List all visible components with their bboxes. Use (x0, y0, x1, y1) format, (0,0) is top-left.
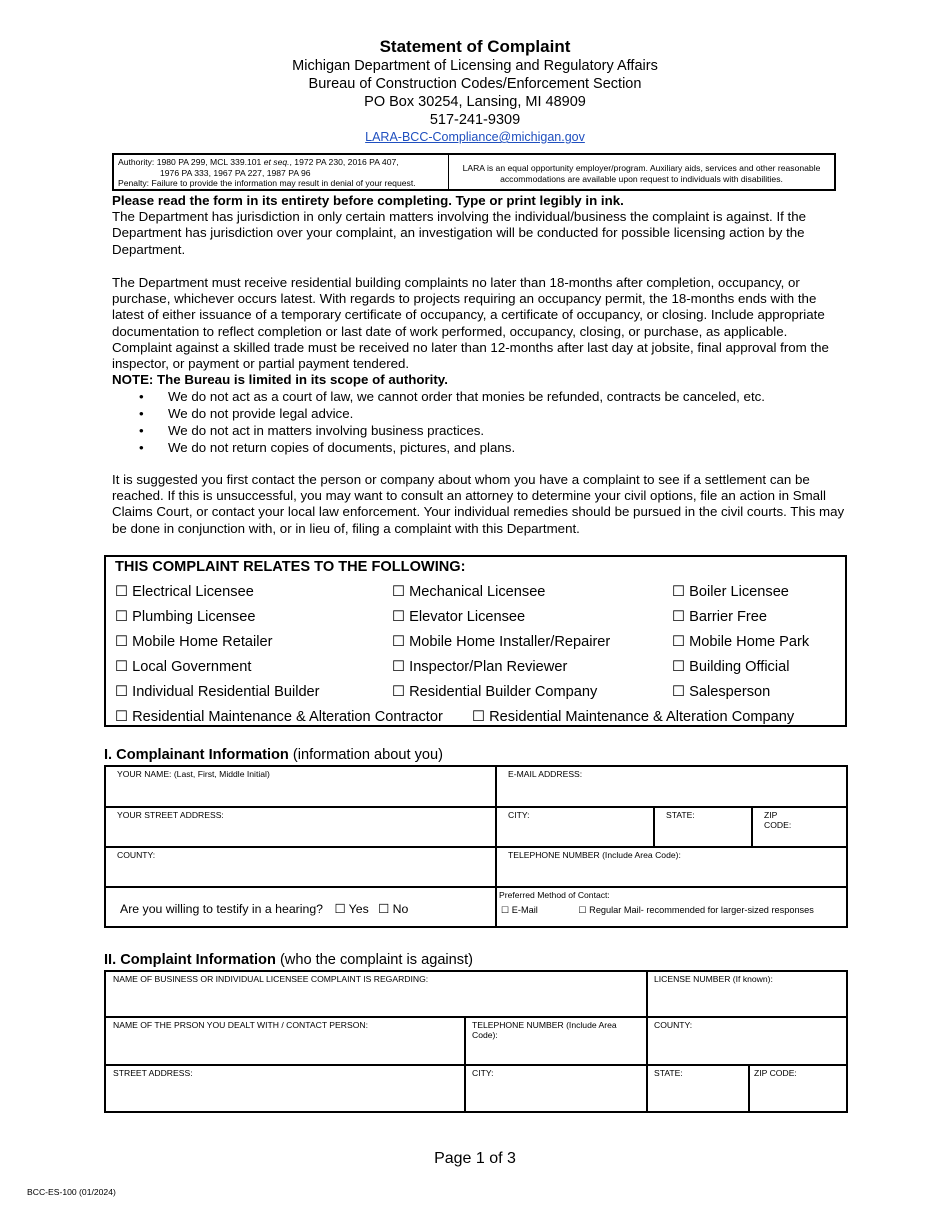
zip-field[interactable] (751, 806, 846, 847)
form-title: Statement of Complaint (379, 37, 571, 56)
state-field[interactable] (653, 806, 752, 847)
authority-line2: 1976 PA 333, 1967 PA 227, 1987 PA 96 (160, 167, 311, 178)
department-name: Michigan Department of Licensing and Regulatory Affairs (292, 58, 658, 74)
city-label: CITY: (508, 810, 530, 820)
section1-title-note: (information about you) (288, 747, 443, 763)
form-number: BCC-ES-100 (01/2024) (27, 1187, 116, 1197)
eeo-statement: LARA is an equal opportunity employer/program. Auxiliary aids, services and other reasonable accommodations are available upon request to individuals with disabilities. (462, 163, 821, 184)
instructions (112, 193, 850, 258)
testify-label: Are you willing to testify in a hearing? (120, 902, 324, 916)
checkbox-mobile-home-installer[interactable]: ☐ Mobile Home Installer/Repairer (392, 634, 611, 650)
respondent-phone-field[interactable] (464, 1016, 647, 1065)
bureau-name: Bureau of Construction Codes/Enforcement Section (308, 76, 642, 92)
respondent-county-label: COUNTY: (654, 1020, 693, 1030)
respondent-zip-field[interactable] (748, 1064, 846, 1111)
zip-label: ZIP CODE: (764, 810, 792, 830)
deadline-paragraph: The Department must receive residential building complaints no later than 18-months after completion, occupancy, or purchase, whichever occurs latest. With regards to projects requiring an occupancy permit, the 18-months ends with the latest of either issuance of a temporary certificate of occupancy, a certificate of occupancy, or closing. Include appropriate documentation to reflect completion or last date of work performed, occupancy, closing, or purchase, as applicable. Complaint against a skilled trade must be received no later than 12-months after last day at jobsite, final approval from the inspector, or payment or partial payment tendered. (112, 275, 829, 372)
testify-question (106, 886, 496, 926)
license-number-field[interactable] (646, 972, 846, 1017)
contact-email-checkbox[interactable]: ☐ E-Mail (501, 905, 538, 915)
checkbox-local-government[interactable]: ☐ Local Government (115, 659, 252, 675)
respondent-city-field[interactable] (464, 1064, 647, 1111)
checkbox-residential-builder-company[interactable]: ☐ Residential Builder Company (392, 684, 598, 700)
checkbox-building-official[interactable]: ☐ Building Official (672, 659, 790, 675)
business-name-field[interactable] (106, 972, 647, 1017)
suggestion-paragraph: It is suggested you first contact the person or company about whom you have a complaint to see if a settlement can be reached. If this is unsuccessful, you may want to consult an attorney to determine your civil options, file an action in Small Claims Court, or contact your local law enforcement. Your individual remedies should be pursued in the civil courts. This may be done in conjunction with, or in lieu of, filing a complaint with this Department. (112, 472, 845, 536)
respondent-phone-label: TELEPHONE NUMBER (Include Area Code): (472, 1020, 617, 1040)
section2-title (104, 952, 473, 968)
phone-number: 517-241-9309 (429, 112, 521, 128)
phone-label: TELEPHONE NUMBER (Include Area Code): (508, 850, 681, 860)
authority-text (114, 155, 449, 189)
contact-preference-label: Preferred Method of Contact: (499, 890, 610, 900)
email-link[interactable]: LARA-BCC-Compliance@michigan.gov (365, 130, 585, 144)
license-number-label: LICENSE NUMBER (If known): (654, 974, 773, 984)
contact-mail-checkbox[interactable]: ☐ Regular Mail- recommended for larger-sized responses (578, 905, 814, 915)
business-name-label: NAME OF BUSINESS OR INDIVIDUAL LICENSEE COMPLAINT IS REGARDING: (113, 974, 429, 984)
city-field[interactable] (495, 806, 654, 847)
county-field[interactable] (106, 846, 496, 887)
respondent-zip-label: ZIP CODE: (754, 1068, 797, 1078)
checkbox-elevator-licensee[interactable]: ☐ Elevator Licensee (392, 609, 526, 625)
contact-preference (495, 886, 846, 926)
authority-line1: Authority: 1980 PA 299, MCL 339.101 (118, 157, 264, 167)
authority-line1-end: , 1972 PA 230, 2016 PA 407, (289, 157, 399, 167)
name-field[interactable] (106, 767, 496, 807)
list-item: • We do not return copies of documents, pictures, and plans. (112, 439, 850, 456)
phone-field[interactable] (495, 846, 846, 887)
contact-person-label: NAME OF THE PRSON YOU DEALT WITH / CONTACT PERSON: (113, 1020, 368, 1030)
contact-person-field[interactable] (106, 1016, 465, 1065)
document-header (0, 37, 950, 145)
section1-title (104, 747, 443, 763)
respondent-city-label: CITY: (472, 1068, 494, 1078)
checkbox-salesperson[interactable]: ☐ Salesperson (672, 684, 771, 700)
state-label: STATE: (666, 810, 695, 820)
section2-title-bold: II. Complaint Information (104, 952, 276, 968)
checkbox-mobile-home-park[interactable]: ☐ Mobile Home Park (672, 634, 810, 650)
name-label: YOUR NAME: (Last, First, Middle Initial) (117, 769, 270, 779)
checkbox-electrical-licensee[interactable]: ☐ Electrical Licensee (115, 584, 254, 600)
authority-et-seq: et seq. (263, 157, 290, 167)
county-label: COUNTY: (117, 850, 156, 860)
complainant-grid (104, 765, 848, 928)
respondent-street-label: STREET ADDRESS: (113, 1068, 193, 1078)
deadline-section (112, 275, 850, 456)
checkbox-barrier-free[interactable]: ☐ Barrier Free (672, 609, 767, 625)
list-item: • We do not act in matters involving business practices. (112, 422, 850, 439)
checkbox-individual-residential-builder[interactable]: ☐ Individual Residential Builder (115, 684, 320, 700)
page-number: Page 1 of 3 (434, 1150, 516, 1167)
respondent-state-label: STATE: (654, 1068, 683, 1078)
scope-note: NOTE: The Bureau is limited in its scope of authority. (112, 372, 448, 388)
list-item: • We do not act as a court of law, we cannot order that monies be refunded, contracts be canceled, etc. (112, 388, 850, 405)
checkbox-boiler-licensee[interactable]: ☐ Boiler Licensee (672, 584, 789, 600)
section2-title-note: (who the complaint is against) (275, 952, 473, 968)
respondent-street-field[interactable] (106, 1064, 465, 1111)
checkbox-mechanical-licensee[interactable]: ☐ Mechanical Licensee (392, 584, 546, 600)
checkbox-inspector-plan-reviewer[interactable]: ☐ Inspector/Plan Reviewer (392, 659, 568, 675)
email-field[interactable] (495, 767, 846, 807)
checkbox-maintenance-contractor[interactable]: ☐ Residential Maintenance & Alteration Contractor (115, 709, 443, 725)
scope-list (112, 388, 850, 456)
respondent-grid (104, 970, 848, 1113)
list-item: • We do not provide legal advice. (112, 405, 850, 422)
section1-title-bold: I. Complainant Information (104, 747, 289, 763)
respondent-county-field[interactable] (646, 1016, 846, 1065)
mailing-address: PO Box 30254, Lansing, MI 48909 (364, 94, 586, 110)
checkbox-plumbing-licensee[interactable]: ☐ Plumbing Licensee (115, 609, 256, 625)
street-field[interactable] (106, 806, 496, 847)
complaint-type-title: THIS COMPLAINT RELATES TO THE FOLLOWING: (115, 559, 466, 575)
penalty-text: Penalty: Failure to provide the information may result in denial of your request. (118, 178, 416, 189)
street-label: YOUR STREET ADDRESS: (117, 810, 224, 820)
authority-box (112, 153, 836, 191)
email-label: E-MAIL ADDRESS: (508, 769, 583, 779)
testify-yes-checkbox[interactable]: ☐ Yes (334, 902, 369, 916)
checkbox-maintenance-company[interactable]: ☐ Residential Maintenance & Alteration Company (472, 709, 795, 725)
complaint-type-box (104, 555, 847, 727)
read-note: Please read the form in its entirety before completing. Type or print legibly in ink. (112, 193, 624, 208)
testify-no-checkbox[interactable]: ☐ No (378, 902, 409, 916)
checkbox-mobile-home-retailer[interactable]: ☐ Mobile Home Retailer (115, 634, 273, 650)
jurisdiction-paragraph: The Department has jurisdiction in only certain matters involving the individual/business the complaint is against. If the Department has jurisdiction over your complaint, an investigation will be conducted for possible licensing action by the Department. (112, 209, 807, 257)
respondent-state-field[interactable] (646, 1064, 749, 1111)
